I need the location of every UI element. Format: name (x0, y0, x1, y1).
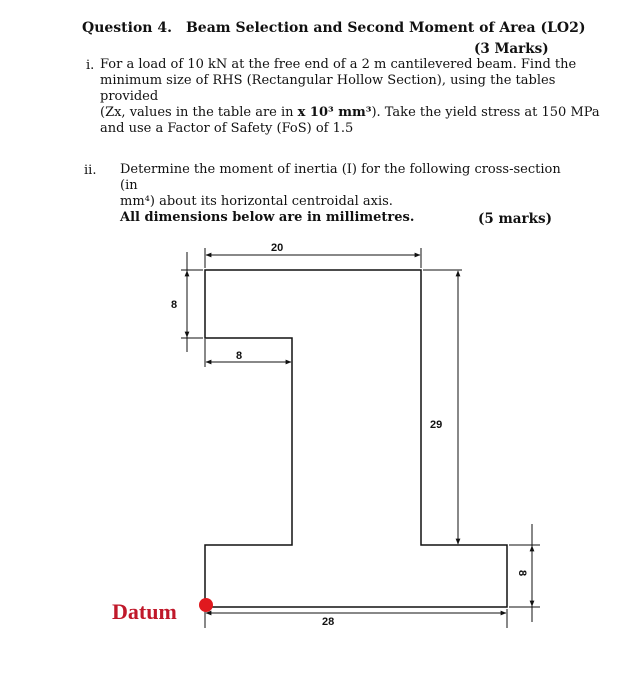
units-bold: x 10³ mm³ (297, 105, 372, 120)
part-i-line-3: (Zx, values in the table are in x 10³ mm³). Take the yield stress at 150 MPa (100, 105, 600, 120)
dim-inner-step (205, 339, 292, 367)
dim-top-height (181, 252, 203, 352)
dim-label-web-height: 29 (430, 419, 443, 431)
part-ii-line-3: All dimensions below are in millimetres. (120, 210, 415, 225)
section-outline (205, 270, 507, 607)
part-ii-line-1: Determine the moment of inertia (I) for the following cross-section (in (120, 162, 561, 193)
dim-label-top-width: 20 (271, 242, 284, 254)
datum-point (199, 598, 213, 612)
dim-web-height (423, 270, 462, 545)
part-i-marks: (3 Marks) (474, 41, 549, 57)
dim-base-width (205, 609, 507, 628)
part-i-line-4: and use a Factor of Safety (FoS) of 1.5 (100, 121, 354, 136)
part-ii-line-2: mm⁴) about its horizontal centroidal axis. (120, 194, 393, 209)
dim-label-inner-step: 8 (236, 350, 243, 362)
part-i-number: i. (86, 58, 95, 73)
dim-label-base-width: 28 (322, 616, 335, 628)
dim-top-width (205, 248, 421, 268)
question-title: Beam Selection and Second Moment of Area (LO2) (185, 20, 586, 36)
part-ii-number: ii. (84, 163, 97, 178)
part-i-line-2: minimum size of RHS (Rectangular Hollow Section), using the tables provided (100, 73, 556, 104)
dim-label-base-height: 8 (516, 570, 528, 577)
question-number: Question 4. (82, 20, 172, 36)
part-i-line-1: For a load of 10 kN at the free end of a 2 m cantilevered beam. Find the (100, 57, 577, 72)
part-ii-marks: (5 marks) (478, 211, 552, 227)
dim-label-top-height: 8 (171, 299, 178, 311)
datum-label: Datum (112, 599, 177, 624)
